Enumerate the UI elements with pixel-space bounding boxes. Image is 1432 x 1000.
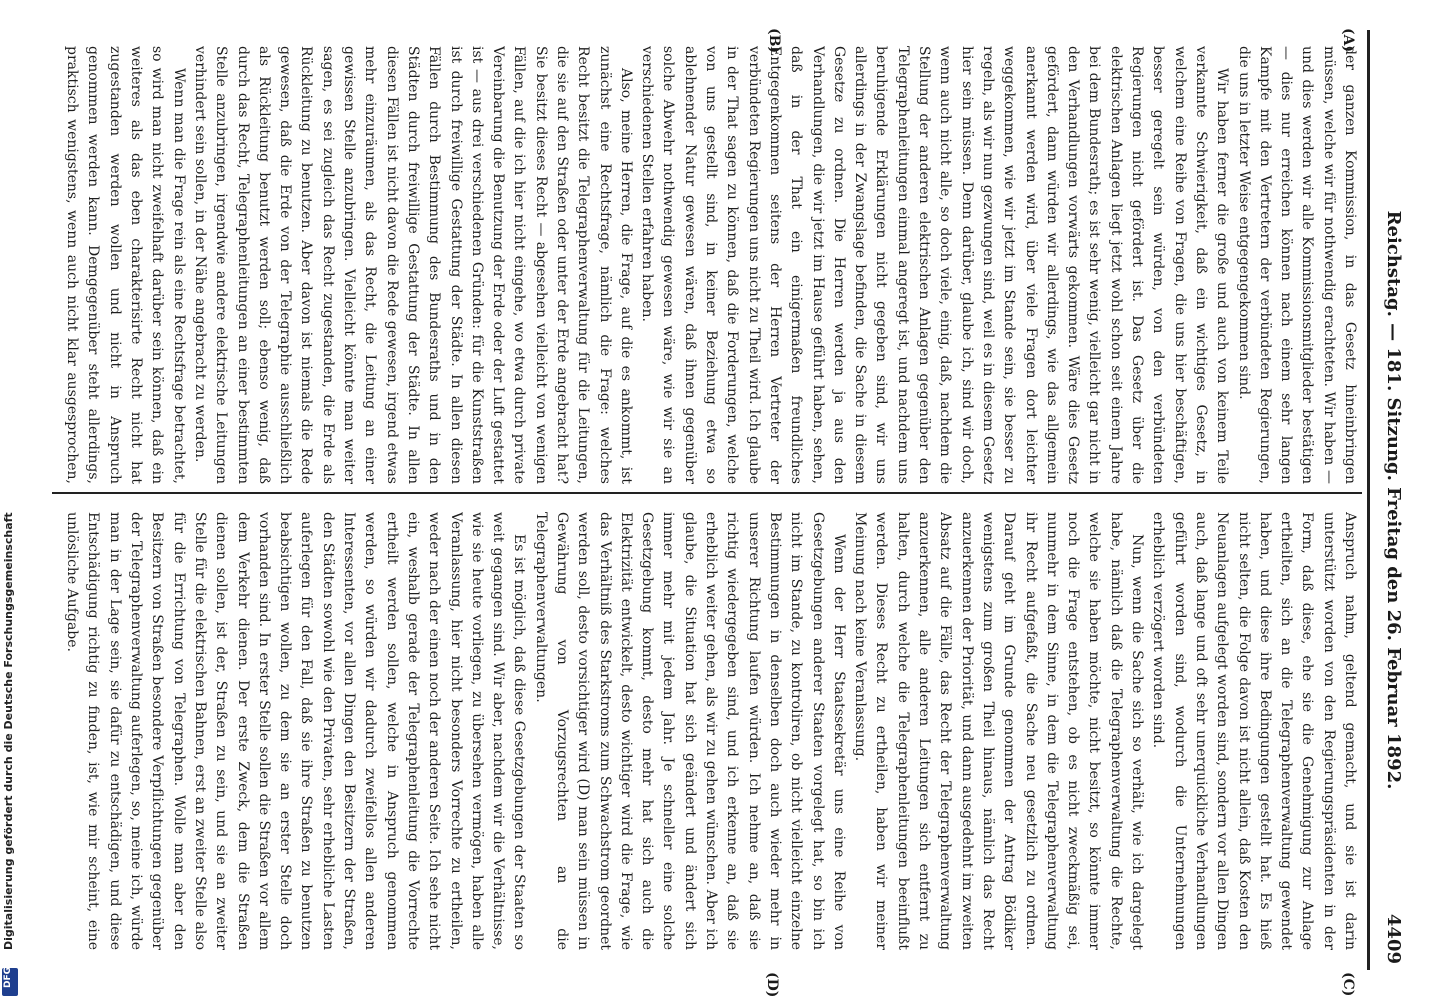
dfg-logo-text: DFG (3, 966, 13, 988)
paragraph: Wenn man die Frage rein als eine Rechtsfrage betrachtet, so wird man nicht zweifelhaft darüber sein können, daß ein weiteres als das eben charakterisirte Recht nicht hat zugestanden werden wollen und nicht in Anspruch genommen werden kann. Demgegenüber steht allerdings, praktisch wenigstens, wenn auch nicht klar ausgesprochen, (64, 46, 187, 484)
digitization-note: Digitalisierung gefördert durch die Deutsche Forschungsgemeinschaft (2, 512, 15, 950)
paragraph: der ganzen Kommission, in das Gesetz hineinbringen müssen, welche wir für nothwendig erachteten. Wir haben — und dies werden wir alle Kommissionsmitglieder bestätigen — dies nur erreichen können nach einem sehr langen Kampfe mit den Vertretern der verbündeten Regierungen, die uns in letzter Weise entgegengekommen sind. (1235, 46, 1358, 484)
paragraph: Wenn der Herr Staatssekretär uns eine Reihe von Gesetzgebungen anderer Staaten vorgelegt hat, so bin ich nicht im Stande, zu kontroliren, ob nicht vielleicht einzelne Bestimmungen in denselben doch auch wieder mehr in unserer Richtung laufen würden. Ich nehme an, daß sie richtig wiedergegeben sind, und ich erkenne an, daß sie erheblich weiter gehen, als wir zu gehen wünschen. Aber ich glaube, die Situation hat sich geändert und ändert sich immer mehr mit jedem Jahr. Je schneller eine solche Gesetzgebung kommt, desto mehr hat sich auch die Elektrizität entwickelt, desto wichtiger wird die Frage, wie das Verhältniß des Starkstroms zum Schwachstrom geordnet werden soll, desto vorsichtiger wird (D) man sein müssen in Gewährung von Vorzugsrechten an die Telegraphenverwaltungen. (532, 512, 847, 950)
paragraph: Es ist möglich, daß diese Gesetzgebungen der Staaten so weit gegangen sind. Wir aber, nachdem wir die Verhältnisse, wie sie heute vorliegen, zu übersehen vermögen, haben alle Veranlassung, hier nicht besonders Vorrechte zu ertheilen, weder nach der einen noch der anderen Seite. Ich sehe nicht ein, weshalb gerade der Telegraphenleitung die Vorrechte ertheilt werden sollen, welche in Anspruch genommen werden, so würden wir dadurch zweifellos allen anderen Interessenten, vor allen Dingen den Besitzern der Straßen, den Städten sowohl wie den Privaten, sehr erhebliche Lasten auferlegen für den Fall, daß sie ihre Straßen zu benutzen beabsichtigen wollen, zu dem sie an erster Stelle doch vorhanden sind. In erster Stelle sollen die Straßen vor allem dem Verkehr dienen. Der erste Zweck, dem die Straßen dienen sollen, ist der, Straßen zu sein, und sie an zweiter Stelle für die elektrischen Bahnen, erst an zweiter Stelle also für die Errichtung von Telegraphen. Wolle man aber den Besitzern von Straßen besondere Verpflichtungen gegenüber der Telegraphenverwaltung auferlegen, so, meine ich, würde man in der Lage sein, sie dafür zu entschädigen, und diese Entschädigung richtig zu finden, ist, wie mir scheint, eine unlösliche Aufgabe. (64, 512, 528, 950)
right-text-column (60, 512, 1360, 950)
paragraph: Also, meine Herren, die Frage, auf die es ankommt, ist zunächst eine Rechtsfrage, nämlich die Frage: welches Recht besitzt die Telegraphenverwaltung für die Leitungen, die sie auf den Straßen oder unter der Erde angebracht hat? Sie besitzt dieses Recht — abgesehen vielleicht von wenigen Fällen, auf die ich hier nicht eingehe, wo etwa durch private Vereinbarung die Benutzung der Erde oder der Luft gestattet ist — aus drei verschiedenen Gründen: für die Kunststraßen ist durch freiwillige Gestattung der Städte. In allen diesen Fällen durch Bestimmung des Bundesraths und in den Städten durch freiwillige Gestattung der Städte. In allen diesen Fällen ist nicht davon die Rede gewesen, irgend etwas mehr einzuräumen, als das Recht, die Leitung an einer gewissen Stelle anzubringen. Vielleicht könnte man weiter sagen, es sei zugleich das Recht zugestanden, die Erde als Rückleitung zu benutzen. Aber davon ist niemals die Rede gewesen, daß die Erde von der Telegraphie ausschließlich als Rückleitung benutzt werden soll; ebenso wenig, daß durch das Recht, Telegraphenleitungen an einer bestimmten Stelle anzubringen, irgendwie andere elektrische Leitungen verhindert sein sollen, in der Nähe angebracht zu werden. (191, 46, 634, 484)
page-number: 4409 (1383, 913, 1404, 964)
margin-mark-d: (D) (764, 972, 780, 998)
paragraph: Anspruch nahm, geltend gemacht, und sie ist darin unterstützt worden von den Regierungspräsidenten in der Form, daß diese, ehe sie die Genehmigung zur Anlage ertheilten, sich an die Telegraphenverwaltung gewendet haben, und diese ihre Bedingungen gestellt hat. Es hieß nicht selten, die Folge davon ist nicht allein, daß Kosten den Neuanlagen aufgelegt worden sind, sondern vor allen Dingen auch, daß lange und oft sehr unerquickliche Verhandlungen geführt worden sind, wodurch die Unternehmungen erheblich verzögert worden sind. (1150, 512, 1358, 950)
paragraph: Nun, wenn die Sache sich so verhält, wie ich dargelegt habe, nämlich daß die Telegraphenverwaltung die Rechte, welche sie haben möchte, nicht besitzt, so könnte immer noch die Frage entstehen, ob es nicht zweckmäßig sei, nunmehr in dem Sinne, in dem die Telegraphenverwaltung ihr Recht aufgefaßt, die Sache neu gesetzlich zu ordnen. Darauf geht im Grunde genommen der Antrag Bödiker wenigstens zum großen Theil hinaus, nämlich das Recht anzuerkennen der Priorität, und dann ausgedehnt im zweiten Absatz auf die Fälle, das Recht der Telegraphenverwaltung anzuerkennen, alle anderen Leitungen sich entfernt zu halten, durch welche die Telegraphenleitungen beeinflußt werden. Dieses Recht zu ertheilen, haben wir meiner Meinung nach keine Veranlassung. (852, 512, 1146, 950)
margin-mark-b: (B) (766, 28, 782, 54)
running-title: Reichstag. — 181. Sitzung. Freitag den 26. Februar 1892. (1383, 210, 1404, 790)
margin-mark-a: (A) (1340, 28, 1356, 53)
margin-mark-c: (C) (1340, 972, 1356, 997)
paragraph: Wir haben ferner die große und auch von keinem Teile verkannte Schwierigkeit, daß ein wichtiges Gesetz, in welchem eine Reihe von Fragen, die uns hier beschäftigen, besser geregelt sein würden, von den verbündeten Regierungen nicht gefördert ist. Das Gesetz über die elektrischen Anlagen liegt jetzt wohl schon seit einem Jahre bei dem Bundesrath; es ist sehr wenig, vielleicht gar nicht in den Verhandlungen vorwärts gekommen. Wäre dies Gesetz gefördert, dann würden wir allerdings, wie das allgemein anerkannt werden wird, über viele Fragen dort leichter weggekommen, wie wir jetzt im Stande sein, sie besser zu regeln, als wir nun gezwungen sind, weil es in diesem Gesetz hier sein müssen. Denn darüber, glaube ich, sind wir doch, wenn auch nicht alle, so doch viele, einig, daß, nachdem die Stellung der anderen elektrischen Anlagen gegenüber den Telegraphenleitungen einmal angeregt ist, und nachdem uns beruhigende Erklärungen nicht gegeben sind, wir uns allerdings in der Zwangslage befinden, die Sache in diesem Gesetze zu ordnen. Die Herren werden ja aus den Verhandlungen, die wir jetzt im Hause geführt haben, sehen, daß in der That ein einigermaßen freundliches Entgegenkommen seitens der Herren Vertreter der verbündeten Regierungen uns nicht zu Theil wird. Ich glaube in der That sagen zu können, daß die Forderungen, welche von uns gestellt sind, in keiner Beziehung etwa so ablehnender Natur gewesen wären, daß ihnen gegenüber solche Abwehr nothwendig gewesen wäre, wie wir sie an verschiedenen Stellen erfahren haben. (639, 46, 1231, 484)
left-text-column (60, 46, 1360, 484)
header-rule (1367, 30, 1370, 970)
digitization-footer (0, 0, 22, 1000)
page-header (1372, 30, 1412, 970)
column-divider (52, 492, 1362, 494)
dfg-logo (2, 968, 18, 996)
